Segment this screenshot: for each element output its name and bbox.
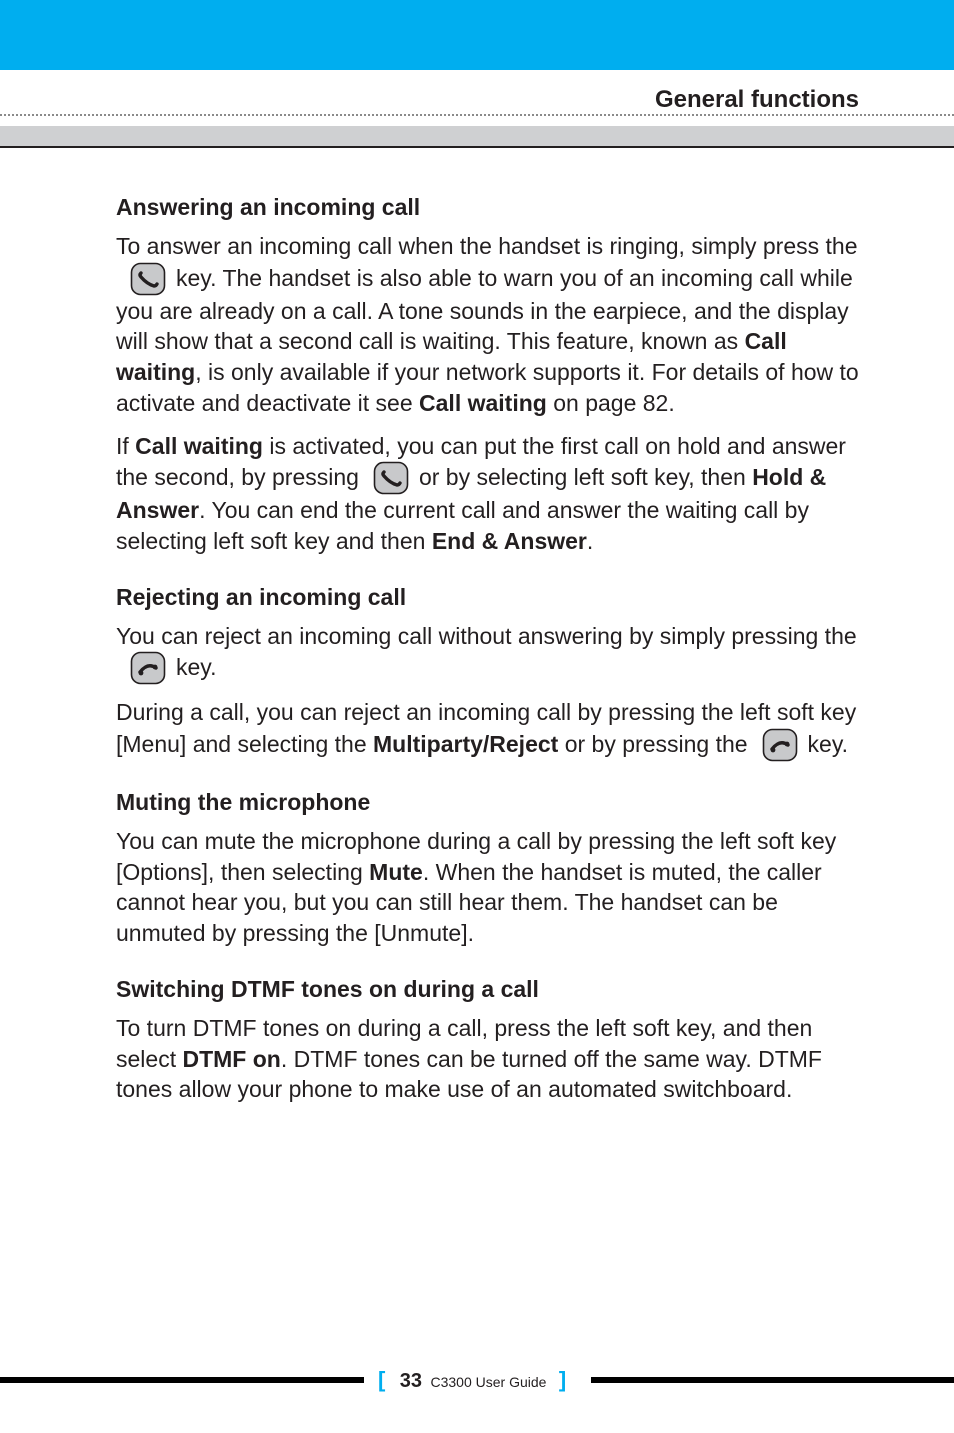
send-key-icon bbox=[130, 262, 166, 296]
text-run: To turn DTMF tones on during a call, press the left soft key, and then select bbox=[116, 1014, 813, 1072]
bold-term: Hold & Answer bbox=[116, 464, 827, 524]
text-run: or by selecting left soft key, then bbox=[418, 464, 746, 491]
paragraph-answering-call bbox=[116, 231, 861, 419]
bold-term: Multiparty/Reject bbox=[373, 731, 559, 758]
section-title: General functions bbox=[654, 86, 859, 113]
text-run: You can mute the microphone during a call by pressing the left soft key [Options], then selecting bbox=[116, 828, 837, 885]
text-run: During a call, you can reject an incoming call by pressing the left soft key [Menu] and selecting the bbox=[116, 699, 857, 758]
text-run: key. The handset is also able to warn you of an incoming call while you are already on a call. A tone sounds in the earpiece, and the display will show that a second call is waiting. This feature, known as bbox=[116, 264, 853, 355]
footer-bracket-open: [ bbox=[378, 1367, 386, 1392]
end-key-icon bbox=[130, 651, 166, 685]
footer-rule-right bbox=[591, 1377, 954, 1383]
text-run: To answer an incoming call when the handset is ringing, simply press the bbox=[116, 233, 858, 259]
heading-rejecting-call: Rejecting an incoming call bbox=[116, 583, 407, 610]
text-run: key. bbox=[807, 731, 849, 758]
header-rule bbox=[0, 146, 954, 148]
bold-term: Call waiting bbox=[116, 328, 787, 386]
end-key-icon bbox=[762, 728, 798, 762]
text-run: key. bbox=[176, 654, 217, 681]
text-run: If bbox=[116, 432, 129, 459]
header-color-band bbox=[0, 0, 954, 70]
paragraph-mute bbox=[116, 826, 861, 949]
header-gray-band bbox=[0, 126, 954, 146]
text-run: . When the handset is muted, the caller cannot hear you, but you can still hear them. The handset can be unmuted by pressing the [Unmute]. bbox=[116, 858, 822, 947]
send-key-icon bbox=[373, 461, 409, 495]
text-run: on page 82. bbox=[553, 389, 675, 416]
footer-bracket-close: ] bbox=[558, 1367, 567, 1392]
text-run: , is only available if your network supports it. For details of how to activate and deactivate it see bbox=[116, 359, 859, 416]
paragraph-reject-during-call bbox=[116, 697, 861, 762]
text-run: . DTMF tones can be turned off the same way. DTMF tones allow your phone to make use of an automated switchboard. bbox=[116, 1045, 822, 1103]
bold-term: Mute bbox=[369, 858, 423, 885]
bold-term: Call waiting bbox=[135, 432, 263, 459]
text-run: is activated, you can put the first call on hold and answer the second, by pressing bbox=[116, 432, 846, 491]
bold-term: Call waiting bbox=[419, 389, 547, 416]
text-run: . bbox=[586, 527, 594, 554]
bold-term: End & Answer bbox=[431, 527, 587, 554]
paragraph-call-waiting bbox=[116, 431, 861, 557]
text-run: or by pressing the bbox=[564, 731, 748, 758]
heading-dtmf-tones: Switching DTMF tones on during a call bbox=[116, 975, 539, 1002]
text-run: . You can end the current call and answer the waiting call by selecting left soft key and then bbox=[116, 497, 809, 554]
dotted-divider bbox=[0, 114, 954, 116]
heading-muting-microphone: Muting the microphone bbox=[116, 789, 371, 816]
text-run: You can reject an incoming call without answering by simply pressing the bbox=[116, 622, 857, 649]
heading-answering-call: Answering an incoming call bbox=[116, 194, 421, 220]
page-content bbox=[116, 192, 861, 1130]
paragraph-reject-call bbox=[116, 621, 861, 686]
footer-rule-left bbox=[0, 1377, 364, 1383]
guide-name: C3300 User Guide bbox=[430, 1374, 547, 1390]
bold-term: DTMF on bbox=[182, 1045, 281, 1072]
paragraph-dtmf bbox=[116, 1013, 861, 1105]
page-number: 33 bbox=[399, 1370, 423, 1392]
page-footer bbox=[378, 1366, 566, 1394]
